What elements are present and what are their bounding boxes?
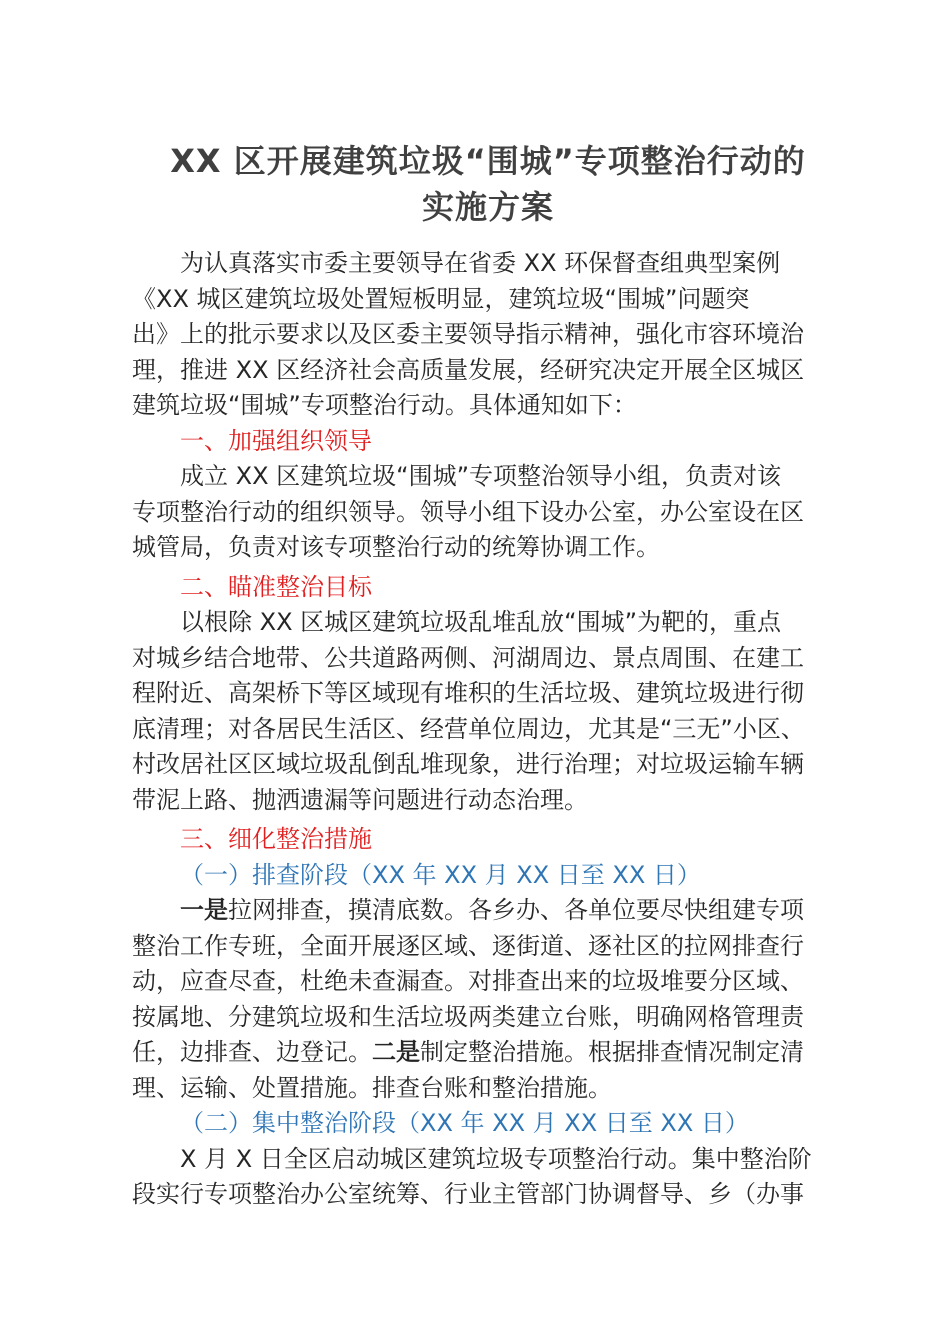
section-2-line: 村改居社区区域垃圾乱倒乱堆现象，进行治理；对垃圾运输车辆 (132, 750, 804, 778)
bold-lead: 二是 (372, 1038, 420, 1066)
subsection-heading-1: （一）排查阶段（XX 年 XX 月 XX 日至 XX 日） (180, 860, 701, 889)
section-heading-1: 一、加强组织领导 (180, 426, 372, 455)
line-text: 制定整治措施。根据排查情况制定清 (420, 1038, 804, 1066)
intro-paragraph (132, 246, 844, 424)
subsection-1-line: 按属地、分建筑垃圾和生活垃圾两类建立台账，明确网格管理责 (132, 1002, 804, 1031)
subsection-heading-2: （二）集中整治阶段（XX 年 XX 月 XX 日至 XX 日） (180, 1109, 749, 1137)
section-2-line: 带泥上路、抛洒遗漏等问题进行动态治理。 (132, 785, 588, 814)
section-1-line: 专项整治行动的组织领导。领导小组下设办公室，办公室设在区 (132, 497, 804, 526)
intro-line: 出》上的批示要求以及区委主要领导指示精神，强化市容环境治 (132, 320, 804, 348)
section-heading-3: 三、细化整治措施 (180, 825, 372, 853)
section-2-line: 对城乡结合地带、公共道路两侧、河湖周边、景点周围、在建工 (132, 643, 804, 672)
section-1-paragraph (132, 459, 844, 566)
intro-line: 《XX 城区建筑垃圾处置短板明显，建筑垃圾“围城”问题突 (132, 284, 750, 313)
section-2-line: 以根除 XX 区城区建筑垃圾乱堆乱放“围城”为靶的，重点 (180, 608, 782, 636)
section-2-line: 底清理；对各居民生活区、经营单位周边，尤其是“三无”小区、 (132, 714, 805, 743)
subsection-1-line (132, 893, 844, 929)
subsection-1-line (132, 1035, 844, 1071)
bold-lead: 一是 (180, 896, 228, 924)
subsection-1-line: 整治工作专班，全面开展逐区域、逐街道、逐社区的拉网排查行 (132, 931, 804, 960)
intro-line: 理，推进 XX 区经济社会高质量发展，经研究决定开展全区城区 (132, 355, 805, 384)
subsection-1-line: 动，应查尽查，杜绝未查漏查。对排查出来的垃圾堆要分区域、 (132, 967, 804, 995)
title-line-2: 实施方案 (421, 188, 554, 226)
document-body (132, 138, 844, 1213)
intro-line: 为认真落实市委主要领导在省委 XX 环保督查组典型案例 (180, 249, 781, 277)
subsection-1-paragraph (132, 893, 844, 1106)
section-heading-2: 二、瞄准整治目标 (180, 572, 372, 601)
line-text: 任，边排查、边登记。 (132, 1038, 372, 1066)
subsection-2-paragraph (132, 1142, 844, 1213)
title-line-1: XX 区开展建筑垃圾“围城”专项整治行动的 (170, 142, 806, 180)
subsection-2-line: X 月 X 日全区启动城区建筑垃圾专项整治行动。集中整治阶 (180, 1144, 812, 1173)
line-text: 拉网排查，摸清底数。各乡办、各单位要尽快组建专项 (228, 896, 804, 924)
section-2-paragraph (132, 605, 844, 818)
section-1-line: 成立 XX 区建筑垃圾“围城”专项整治领导小组，负责对该 (180, 462, 782, 490)
intro-line: 建筑垃圾“围城”专项整治行动。具体通知如下： (132, 391, 637, 419)
section-1-line: 城管局，负责对该专项整治行动的统筹协调工作。 (132, 533, 660, 561)
section-2-line: 程附近、高架桥下等区域现有堆积的生活垃圾、建筑垃圾进行彻 (132, 679, 804, 707)
page-title (132, 138, 844, 230)
subsection-2-line: 段实行专项整治办公室统筹、行业主管部门协调督导、乡（办事 (132, 1180, 804, 1208)
subsection-1-line: 理、运输、处置措施。排查台账和整治措施。 (132, 1073, 612, 1102)
document-title (132, 138, 844, 230)
